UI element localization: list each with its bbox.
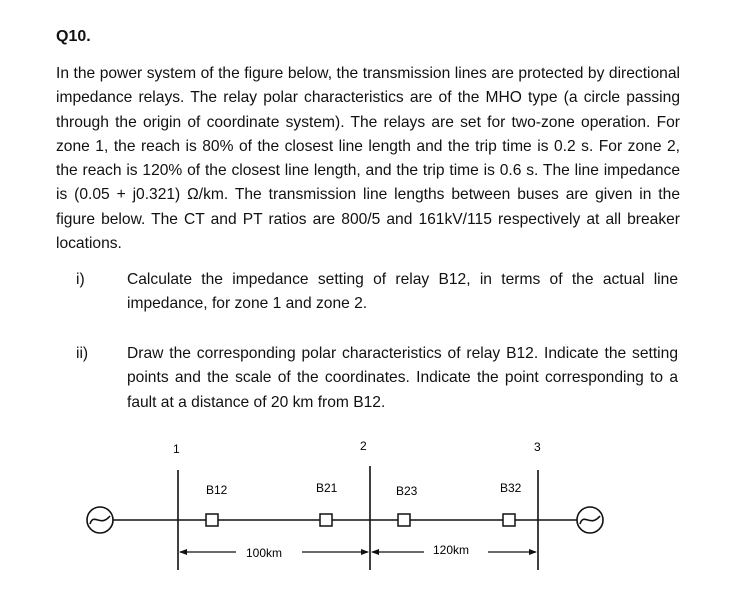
- breaker-b12-icon: [206, 514, 218, 526]
- sub-question-2-number: ii): [76, 345, 89, 362]
- breaker-b32-icon: [503, 514, 515, 526]
- question-title: Q10.: [56, 28, 91, 45]
- breaker-b12-label: B12: [206, 483, 228, 497]
- breaker-b32-label: B32: [500, 481, 522, 495]
- question-paragraph: In the power system of the figure below, the transmission lines are protected by directional impedance relays. The relay polar characteristics are of the MHO type (a circle passing through the origin of coordinate system). The relays are set for two-zone operation. For zone 1, the reach is 80% of the closest line length and the trip time is 0.2 s. For zone 2, the reach is 120% of the closest line length, and the trip time is 0.6 s. The line impedance is (0.05 + j0.321) Ω/km. The transmission line lengths between buses are given in the figure below. The CT and PT ratios are 800/5 and 161kV/115 respectively at all breaker locations.: [56, 65, 680, 253]
- bus-1-label: 1: [173, 442, 180, 456]
- sub-question-2-text: Draw the corresponding polar characteristics of relay B12. Indicate the setting points and the scale of the coordinates. Indicate the point corresponding to a fault at a distance of 20 km from B12.: [127, 345, 678, 411]
- breaker-b21-label: B21: [316, 481, 338, 495]
- generator-right-icon: [577, 507, 603, 533]
- breaker-b23-icon: [398, 514, 410, 526]
- sub-question-1-number: i): [76, 271, 85, 288]
- generator-left-icon: [87, 507, 113, 533]
- bus-3-label: 3: [534, 440, 541, 454]
- breaker-b21-icon: [320, 514, 332, 526]
- bus-2-label: 2: [360, 439, 367, 453]
- sub-question-1-text: Calculate the impedance setting of relay B12, in terms of the actual line impedance, for zone 1 and zone 2.: [127, 271, 678, 313]
- distance-120km-label: 120km: [433, 543, 470, 557]
- breaker-b23-label: B23: [396, 484, 418, 498]
- distance-100km-label: 100km: [246, 546, 283, 560]
